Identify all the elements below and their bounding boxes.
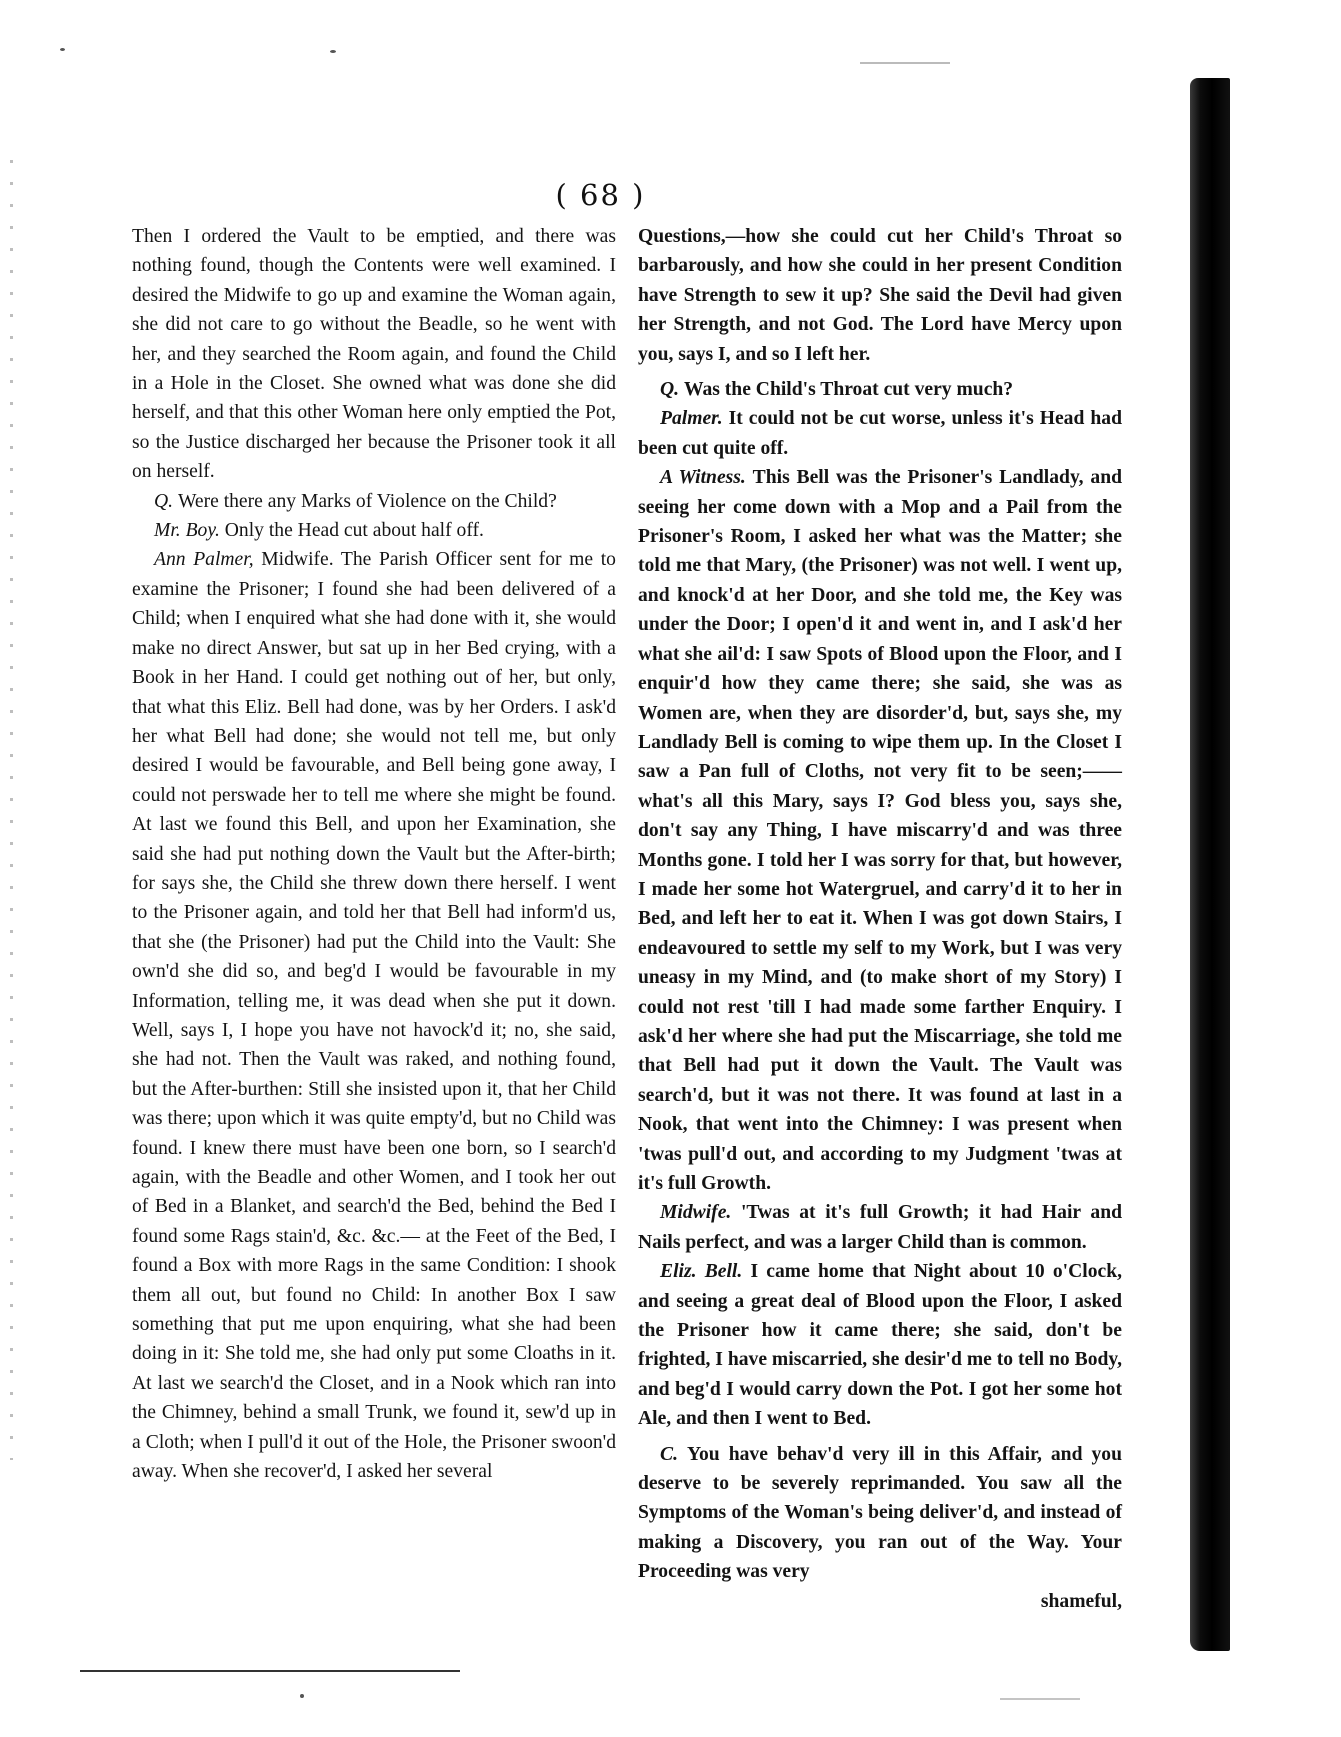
paragraph [638, 1440, 1122, 1587]
speaker-label: Mr. Boy. [154, 520, 225, 542]
paragraph-text: Questions,—how she could cut her Child's Throat so barbarously, and how she could in her present Condition have Strength to sew it up? She said the Devil had given her Strength, and not God. The Lord have Mercy upon you, says I, and so I left her. [638, 226, 1122, 365]
paragraph-text: Was the Child's Throat cut very much? [683, 379, 1014, 401]
right-column [638, 222, 1122, 1616]
speaker-label: Q. [154, 490, 178, 512]
paragraph [638, 1198, 1122, 1257]
paragraph-text: 'Twas at it's full Growth; it had Hair and Nails perfect, and was a larger Child than is common. [638, 1202, 1122, 1253]
left-column [132, 222, 616, 1486]
bottom-rule [80, 1670, 460, 1672]
paragraph [132, 516, 616, 545]
paragraph-text: I came home that Night about 10 o'Clock, and seeing a great deal of Blood upon the Floor, I asked the Prisoner how it came there; she said, don't be frighted, I have miscarried, she desir'd me to tell no Body, and beg'd I would carry down the Pot. I got her some hot Ale, and then I went to Bed. [638, 1261, 1122, 1430]
paragraph-text: Were there any Marks of Violence on the Child? [177, 490, 557, 512]
paragraph [638, 222, 1122, 369]
catchword: shameful, [1040, 1590, 1122, 1612]
speaker-label: Q. [660, 379, 684, 401]
page-number: ( 68 ) [555, 178, 646, 212]
scan-gutter-marks [10, 160, 13, 1460]
paragraph [638, 375, 1122, 404]
paragraph-text: It could not be cut worse, unless it's Head had been cut quite off. [638, 408, 1122, 459]
speaker-label: Ann Palmer, [154, 549, 262, 571]
speaker-label: Eliz. Bell. [660, 1261, 751, 1283]
paragraph [132, 222, 616, 487]
scan-speck [330, 50, 336, 53]
paragraph [132, 545, 616, 1486]
scan-speck [60, 48, 65, 51]
paragraph [638, 1257, 1122, 1433]
scan-speck [300, 1694, 304, 1698]
paragraph [132, 487, 616, 516]
paragraph-text: Then I ordered the Vault to be emptied, and there was nothing found, though the Contents were well examined. I desired the Midwife to go up and examine the Woman again, she did not care to go without the Beadle, so he went with her, and they searched the Room again, and found the Child in a Hole in the Closet. She owned what was done she did herself, and that this other Woman here only emptied the Pot, so the Justice discharged her because the Prisoner took it all on herself. [132, 226, 616, 483]
speaker-label: C. [660, 1443, 688, 1465]
paragraph-text: This Bell was the Prisoner's Landlady, and seeing her come down with a Mop and a Pail from the Prisoner's Room, I asked her what was the Matter; she told me that Mary, (the Prisoner) was not well. I went up, and knock'd at her Door, and she told me, the Key was under the Door; I open'd it and went in, and I ask'd her what she ail'd: I saw Spots of Blood upon the Floor, and I enquir'd how they came there; she said, she was as Women are, when they are disorder'd, but, says she, my Landlady Bell is coming to wipe them up. In the Closet I saw a Pan full of Cloths, not very fit to be seen;—— what's all this Mary, says I? God bless you, says she, don't say any Thing, I have miscarry'd and was three Months gone. I told her I was sorry for that, but however, I made her some hot Watergruel, and carry'd it to her in Bed, and left her to eat it. When I was got down Stairs, I endeavoured to settle my self to my Work, but I was very uneasy in my Mind, and (to make short of my Story) I could not rest 'till I had made some farther Enquiry. I ask'd her where she had put the Miscarriage, she told me that Bell had put it down the Vault. The Vault was search'd, but it was not there. It was found at last in a Nook, that went into the Chimney: I was present when 'twas pull'd out, and according to my Judgment 'twas at it's full Growth. [638, 467, 1122, 1194]
speaker-label: Midwife. [660, 1202, 741, 1224]
speaker-label: Palmer. [660, 408, 729, 430]
paragraph-text: Midwife. The Parish Officer sent for me to examine the Prisoner; I found she had been delivered of a Child; when I enquired what she had done with it, she would make no direct Answer, but sat up in her Bed crying, with a Book in her Hand. I could get nothing out of her, but only, that what this Eliz. Bell had done, was by her Orders. I ask'd her what Bell had done; she would not tell me, but only desired I would be favourable, and Bell being gone away, I could not perswade her to tell me where she might be found. At last we found this Bell, and upon her Examination, she said she had put nothing down the Vault but the After-birth; for says she, the Child she threw down there herself. I went to the Prisoner again, and told her that Bell had inform'd us, that she (the Prisoner) had put the Child into the Vault: She own'd she did so, and beg'd I would be favourable in my Information, telling me, it was dead when she put it down. Well, says I, I hope you have not havock'd it; no, she said, she had not. Then the Vault was raked, and nothing found, but the After-burthen: Still she insisted upon it, that her Child was there; upon which it was quite empty'd, but no Child was found. I knew there must have been one born, so I search'd again, with the Beadle and other Women, and I took her out of Bed in a Blanket, and search'd the Bed, behind the Bed I found some Rags stain'd, &c. &c.— at the Feet of the Bed, I found a Box with more Rags in the same Condition: I shook them all out, but found no Child: In another Box I saw something that put me upon enquiring, what she had been doing in it: She told me, she had only put some Cloaths in it. At last we search'd the Closet, and in a Nook which ran into the Chimney, behind a small Trunk, we found it, sew'd up in a Cloth; when I pull'd it out of the Hole, the Prisoner swoon'd away. When she recover'd, I asked her several [132, 549, 616, 1483]
speaker-label: A Witness. [660, 467, 753, 489]
paragraph [638, 404, 1122, 463]
paragraph-text: You have behav'd very ill in this Affair, and you deserve to be severely reprimanded. You saw all the Symptoms of the Woman's being deliver'd, and instead of making a Discovery, you ran out of the Way. Your Proceeding was very [638, 1443, 1122, 1583]
paragraph [638, 463, 1122, 1198]
scan-speck [1000, 1698, 1080, 1700]
scan-binding-shadow [1190, 78, 1230, 1651]
scan-speck [860, 62, 950, 64]
paragraph-text: Only the Head cut about half off. [224, 520, 484, 542]
